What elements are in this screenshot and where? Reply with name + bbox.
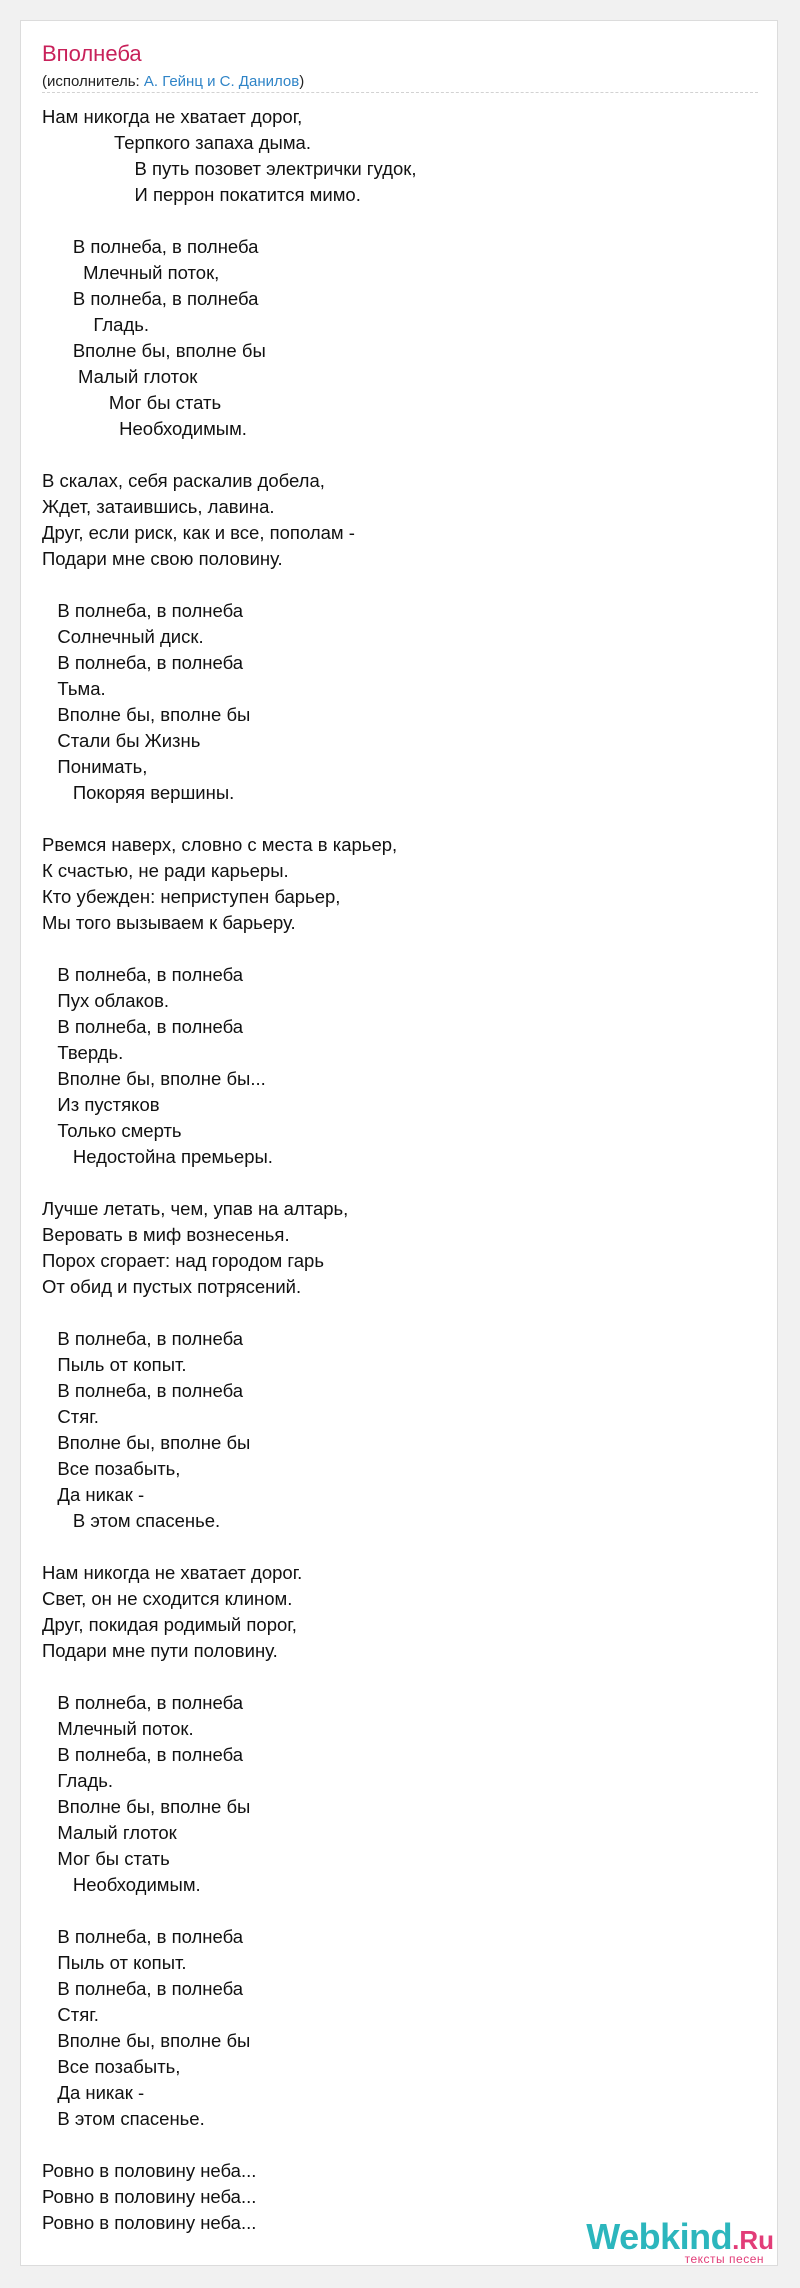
title-divider (42, 92, 758, 93)
song-title: Вполнеба (42, 41, 142, 66)
logo-tld: .Ru (732, 2225, 774, 2255)
performer-label: (исполнитель: (42, 73, 144, 90)
performer-link[interactable]: А. Гейнц и С. Данилов (143, 73, 300, 90)
performer-close: ) (299, 73, 305, 90)
logo-tagline: тексты песен (684, 2252, 764, 2266)
lyrics-text: Нам никогда не хватает дорог, Терпкого запаха дыма. В путь позовет электрички гудок, И перрон покатится мимо. В полнеба, в полнеба Млечный поток, В полнеба, в полнеба Гладь. Вполне бы, вполне бы Малый глоток Мог бы стать Необходимым. В скалах, себя раскалив добела, Ждет, затаившись, лавина. Друг, если риск, как и все, пополам - Подари мне свою половину. В полнеба, в полнеба Солнечный диск. В полнеба, в полнеба Тьма. Вполне бы, вполне бы Стали бы Жизнь Понимать, Покоряя вершины. Рвемся наверх, словно с места в карьер, К счастью, не ради карьеры. Кто убежден: неприступен барьер, Мы того вызываем к барьеру. В полнеба, в полнеба Пух облаков. В полнеба, в полнеба Твердь. Вполне бы, вполне бы... Из пустяков Только смерть Недостойна премьеры. Лучше летать, чем, упав на алтарь, Веровать в миф вознесенья. Порох сгорает: над городом гарь От обид и пустых потрясений. В полнеба, в полнеба Пыль от копыт. В полнеба, в полнеба Стяг. Вполне бы, вполне бы Все позабыть, Да никак - В этом спасенье. Нам никогда не хватает дорог. Свет, он не сходится клином. Друг, покидая родимый порог, Подари мне пути половину. В полнеба, в полнеба Млечный поток. В полнеба, в полнеба Гладь. Вполне бы, вполне бы Малый глоток Мог бы стать Необходимым. В полнеба, в полнеба Пыль от копыт. В полнеба, в полнеба Стяг. Вполне бы, вполне бы Все позабыть, Да никак - В этом спасенье. Ровно в половину неба... Ровно в половину неба... Ровно в половину неба... (42, 106, 417, 2233)
webkind-logo[interactable] (586, 2218, 774, 2266)
performer-line (42, 73, 304, 91)
logo-name: Webkind (586, 2216, 733, 2257)
